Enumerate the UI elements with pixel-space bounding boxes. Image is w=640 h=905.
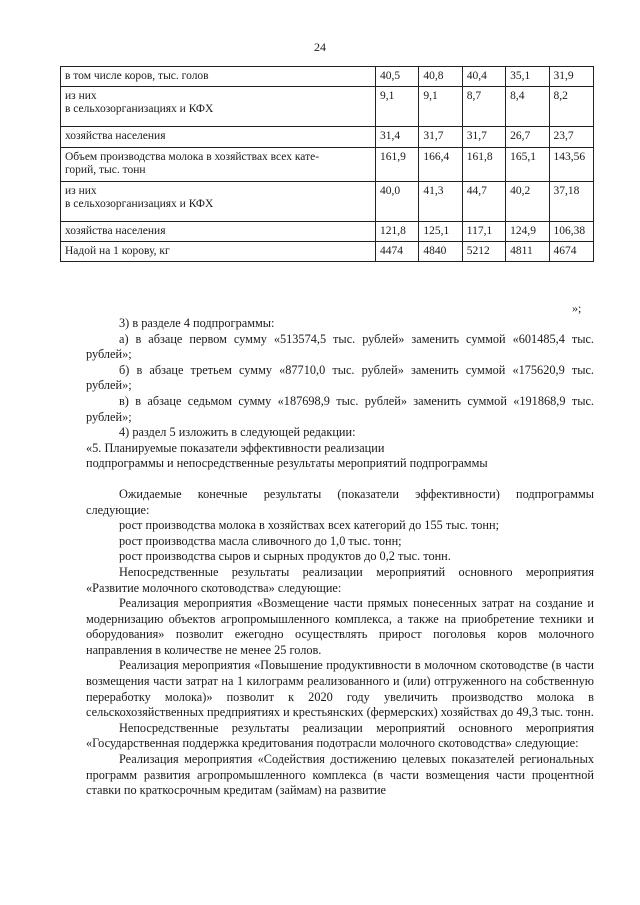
table-cell: 40,4	[462, 67, 505, 87]
table-row	[61, 87, 594, 127]
table-cell: 125,1	[419, 222, 462, 242]
row-label: в том числе коров, тыс. голов	[61, 67, 376, 87]
table-cell: 35,1	[506, 67, 549, 87]
section-title: «5. Планируемые показатели эффективности реализации	[86, 440, 385, 455]
paragraph: 3) в разделе 4 подпрограммы:	[119, 316, 275, 330]
table-cell: 23,7	[549, 127, 593, 148]
table-cell: 40,5	[376, 67, 419, 87]
table-cell: 40,8	[419, 67, 462, 87]
table-cell: 8,7	[462, 87, 505, 127]
row-label: Объем производства молока в хозяйствах всех кате- горий, тыс. тонн	[61, 148, 376, 182]
table-row	[61, 67, 594, 87]
paragraph: б) в абзаце третьем сумму «87710,0 тыс. рублей» заменить суммой «175620,9 тыс. рублей»;	[86, 362, 594, 393]
table-cell: 124,9	[506, 222, 549, 242]
table-cell: 31,7	[419, 127, 462, 148]
paragraph: Непосредственные результаты реализации мероприятий основного мероприятия «Государственная поддержка кредитования подотрасли молочного скотоводства» следующие:	[86, 720, 594, 751]
table-cell: 166,4	[419, 148, 462, 182]
table-cell: 37,18	[549, 182, 593, 222]
paragraph: Реализация мероприятия «Содействия достижению целевых показателей региональных программ развития агропромышленного комплекса (в части возмещения части процентной ставки по краткосрочным кредитам (займам) на развитие	[86, 752, 594, 798]
table-cell: 8,2	[549, 87, 593, 127]
section-title: подпрограммы и непосредственные результаты мероприятий подпрограммы	[86, 456, 488, 471]
paragraph: Непосредственные результаты реализации мероприятий основного мероприятия «Развитие молочного скотоводства» следующие:	[86, 564, 594, 595]
table-cell: 4674	[549, 242, 593, 262]
paragraph: рост производства сыров и сырных продуктов до 0,2 тыс. тонн.	[119, 549, 451, 564]
paragraph: 4) раздел 5 изложить в следующей редакции:	[119, 425, 356, 440]
table-cell: 161,9	[376, 148, 419, 182]
table-cell: 4811	[506, 242, 549, 262]
table-cell: 8,4	[506, 87, 549, 127]
paragraph: рост производства масла сливочного до 1,0 тыс. тонн;	[119, 533, 402, 548]
row-label: хозяйства населения	[61, 222, 376, 242]
table-row	[61, 222, 594, 242]
dairy-statistics-table	[60, 66, 594, 262]
table-cell: 106,38	[549, 222, 593, 242]
table-cell: 117,1	[462, 222, 505, 242]
table-cell: 41,3	[419, 182, 462, 222]
table-cell: 4474	[376, 242, 419, 262]
table-row	[61, 148, 594, 182]
table-cell: 143,56	[549, 148, 593, 182]
paragraph: рост производства молока в хозяйствах всех категорий до 155 тыс. тонн;	[119, 518, 500, 533]
paragraph: Реализация мероприятия «Повышение продуктивности в молочном скотоводстве (в части возмещения части затрат на 1 килограмм реализованного и (или) отгруженного на собственную переработку молока)» позволит к 2020 году увеличить производство молока в сельскохозяйственных предприятиях и крестьянских (фермерских) хозяйствах до 49,3 тыс. тонн.	[86, 658, 594, 720]
table-cell: 26,7	[506, 127, 549, 148]
table-cell: 9,1	[419, 87, 462, 127]
row-label: из них в сельхозорганизациях и КФХ	[61, 87, 376, 127]
table-cell: 40,2	[506, 182, 549, 222]
paragraph: в) в абзаце седьмом сумму «187698,9 тыс. рублей» заменить суммой «191868,9 тыс. рублей»;	[86, 393, 594, 424]
table-row	[61, 242, 594, 262]
paragraph: Реализация мероприятия «Возмещение части прямых понесенных затрат на создание и модернизацию объектов агропромышленного комплекса, а также на приобретение техники и оборудования» позволит ежегодно осуществлять прирост поголовья коров молочного направления в количестве не менее 25 голов.	[86, 596, 594, 657]
table-row	[61, 182, 594, 222]
row-label: из них в сельхозорганизациях и КФХ	[61, 182, 376, 222]
table-cell: 161,8	[462, 148, 505, 182]
row-label: хозяйства населения	[61, 127, 376, 148]
table-cell: 40,0	[376, 182, 419, 222]
table-cell: 31,9	[549, 67, 593, 87]
paragraph: а) в абзаце первом сумму «513574,5 тыс. рублей» заменить суммой «601485,4 тыс. рублей»;	[86, 331, 594, 362]
paragraph: Ожидаемые конечные результаты (показатели эффективности) подпрограммы следующие:	[86, 486, 594, 517]
table-cell: 31,4	[376, 127, 419, 148]
document-body	[86, 316, 594, 799]
table-row	[61, 127, 594, 148]
table-cell: 4840	[419, 242, 462, 262]
table-cell: 5212	[462, 242, 505, 262]
row-label: Надой на 1 корову, кг	[61, 242, 376, 262]
table-cell: 121,8	[376, 222, 419, 242]
table-cell: 165,1	[506, 148, 549, 182]
table-cell: 44,7	[462, 182, 505, 222]
table-cell: 31,7	[462, 127, 505, 148]
page-number: 24	[314, 40, 326, 54]
table-closing-quote: »;	[572, 301, 582, 315]
table-cell: 9,1	[376, 87, 419, 127]
